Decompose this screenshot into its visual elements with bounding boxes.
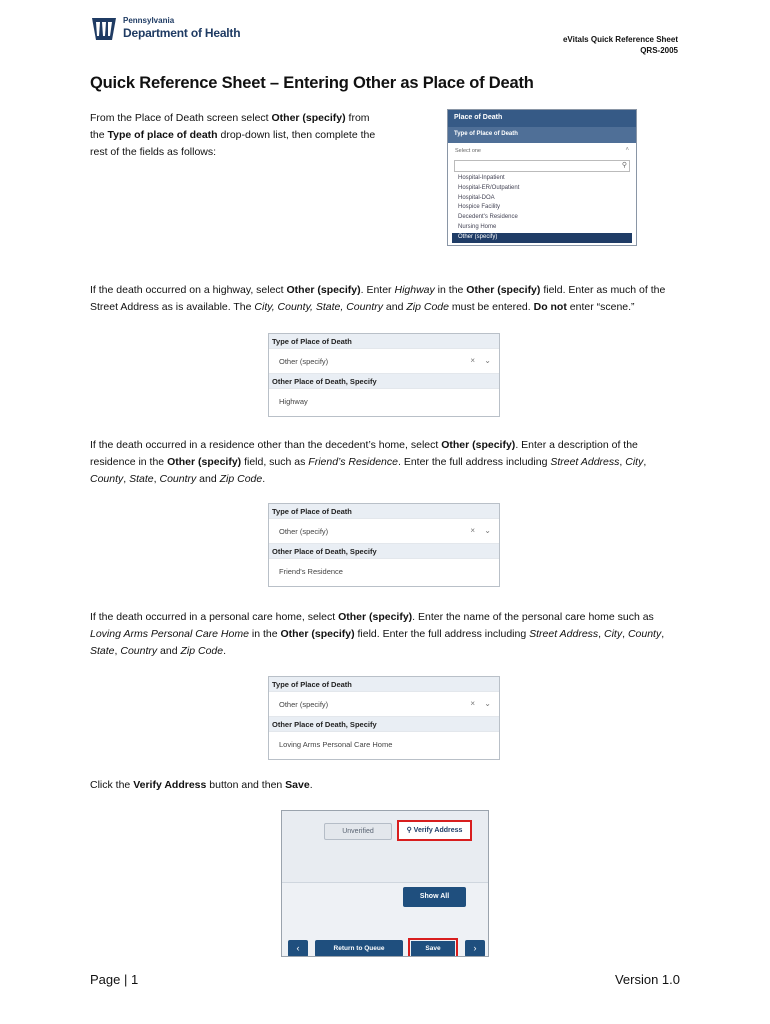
type-label: Type of Place of Death [269,677,499,691]
type-label: Type of Place of Death [269,334,499,348]
text-run: , [598,628,605,640]
verify-address-button[interactable] [397,820,472,841]
bold-run: Do not [533,301,567,313]
residence-paragraph [90,437,680,488]
text-run: . [309,779,313,791]
text-run: enter “scene.” [566,301,635,313]
bold-run: Save [285,779,310,791]
pod-select-placeholder: Select one [455,148,481,154]
type-select[interactable] [269,691,499,717]
italic-run: City [604,628,623,640]
version-label: Version 1.0 [614,972,680,987]
doc-code: QRS-2005 [640,46,678,55]
text-run: button and then [206,779,286,791]
verify-paragraph [90,777,680,794]
page-title: Quick Reference Sheet – Entering Other as Place of Death [90,74,534,92]
pod-header: Place of Death [448,110,636,127]
pod-options-list [452,174,632,243]
text-run: and [196,473,220,485]
italic-run: Country [120,645,158,657]
clear-icon[interactable]: × [470,356,475,365]
text-run: , [123,473,130,485]
text-run: field. Enter the full address including [354,628,530,640]
residence-field-screenshot [268,503,500,587]
doc-header [563,34,678,56]
italic-run: Friend’s Residence [308,456,398,468]
text-run: , [153,473,160,485]
text-run: From the Place of Death screen select [90,112,272,124]
bold-run: Other (specify) [167,456,242,468]
text-run: If the death occurred in a residence other than the decedent’s home, select [90,439,442,451]
text-run: field. Enter as much of the Street Address as is available. The [90,284,666,313]
italic-run: Zip Code [219,473,263,485]
text-run: must be entered. [448,301,534,313]
carehome-paragraph [90,609,680,660]
type-select-value: Other (specify) [279,527,329,536]
other-label: Other Place of Death, Specify [269,544,499,558]
bold-run: Type of place of death [107,129,218,141]
show-all-button[interactable]: Show All [403,887,466,907]
pod-option[interactable]: Hospital-ER/Outpatient [458,184,520,191]
text-run: , [643,456,647,468]
prev-button[interactable]: ‹ [288,940,308,957]
highway-field-screenshot [268,333,500,417]
pa-doh-logo [90,14,250,46]
text-run: , [114,645,121,657]
text-run: Click the [90,779,134,791]
type-label: Type of Place of Death [269,504,499,518]
text-run: and [157,645,181,657]
italic-run: Loving Arms Personal Care Home [90,628,249,640]
italic-run: County [627,628,662,640]
page-number: Page | 1 [90,972,139,987]
type-select-value: Other (specify) [279,357,329,366]
chevron-down-icon[interactable]: ⌄ [484,526,491,535]
search-icon: ⚲ [621,162,627,169]
show-all-area [282,883,488,940]
italic-run: Country [159,473,197,485]
text-run: from the [90,112,370,141]
pod-search-input[interactable] [454,160,630,172]
text-run: . Enter the full address including [397,456,551,468]
text-run: in the [248,628,281,640]
bold-run: Other (specify) [466,284,541,296]
next-button[interactable]: › [465,940,485,957]
bold-run: Other (specify) [441,439,516,451]
text-run: If the death occurred in a personal care home, select [90,611,339,623]
text-run: . [223,645,227,657]
text-run: . Enter a description of the residence in the [90,439,638,468]
map-pin-icon: ⚲ [406,827,412,834]
text-run: . Enter the name of the personal care home such as [412,611,654,623]
pod-option[interactable]: Hospice Facility [458,204,501,211]
italic-run: City, County, State, Country [254,301,383,313]
unverified-badge: Unverified [324,823,392,840]
other-label: Other Place of Death, Specify [269,717,499,731]
italic-run: Street Address [529,628,599,640]
text-run: If the death occurred on a highway, select [90,284,287,296]
italic-run: Zip Code [180,645,224,657]
pod-option[interactable]: Hospital-DOA [458,194,495,201]
text-run: , [619,456,626,468]
clear-icon[interactable]: × [470,526,475,535]
pod-option[interactable]: Decedent's Residence [458,214,518,221]
doc-title: eVitals Quick Reference Sheet [562,35,678,44]
text-run: and [383,301,407,313]
save-button-highlight [408,938,458,957]
keystone-logo-icon [90,16,118,42]
other-specify-input[interactable]: Friend's Residence [269,558,499,584]
text-run: in the [434,284,467,296]
chevron-down-icon[interactable]: ⌄ [484,699,491,708]
carehome-field-screenshot [268,676,500,760]
chevron-down-icon[interactable]: ⌄ [484,356,491,365]
clear-icon[interactable]: × [470,699,475,708]
bold-run: Other (specify) [271,112,346,124]
bold-run: Other (specify) [280,628,355,640]
italic-run: County [90,473,124,485]
bold-run: Other (specify) [338,611,413,623]
highway-paragraph [90,282,680,316]
place-of-death-screenshot [447,109,637,246]
chevron-up-icon: ˄ [625,147,629,153]
pod-select[interactable] [452,145,632,159]
text-run: drop-down list, then complete the rest of the fields as follows: [90,129,376,158]
italic-run: State [129,473,154,485]
text-run: , [622,628,628,640]
verify-address-label: Verify Address [413,827,463,834]
text-run: , [661,628,665,640]
return-to-queue-button[interactable]: Return to Queue [315,940,403,957]
italic-run: Highway [394,284,435,296]
pod-subheader: Type of Place of Death [448,127,636,143]
other-specify-input[interactable]: Highway [269,388,499,414]
buttons-screenshot [281,810,489,957]
nav-buttons-bar [282,940,488,957]
other-specify-input[interactable]: Loving Arms Personal Care Home [269,731,499,757]
address-status-area [282,811,488,883]
italic-run: Street Address [550,456,620,468]
type-select[interactable] [269,518,499,544]
type-select-value: Other (specify) [279,700,329,709]
type-select[interactable] [269,348,499,374]
bold-run: Verify Address [133,779,207,791]
pod-option-selected[interactable]: Other (specify) [452,233,632,243]
text-run: . [262,473,266,485]
bold-run: Other (specify) [286,284,361,296]
org-top-text: Pennsylvania [123,16,175,25]
italic-run: Zip Code [406,301,449,313]
pod-option[interactable]: Nursing Home [458,223,497,230]
text-run: field, such as [241,456,309,468]
italic-run: State [90,645,115,657]
pod-option[interactable]: Hospital-Inpatient [458,175,505,181]
text-run: . Enter [360,284,395,296]
other-label: Other Place of Death, Specify [269,374,499,388]
intro-paragraph [90,110,380,161]
italic-run: City [625,456,644,468]
org-main-text: Department of Health [123,26,241,40]
save-button[interactable]: Save [411,941,455,956]
